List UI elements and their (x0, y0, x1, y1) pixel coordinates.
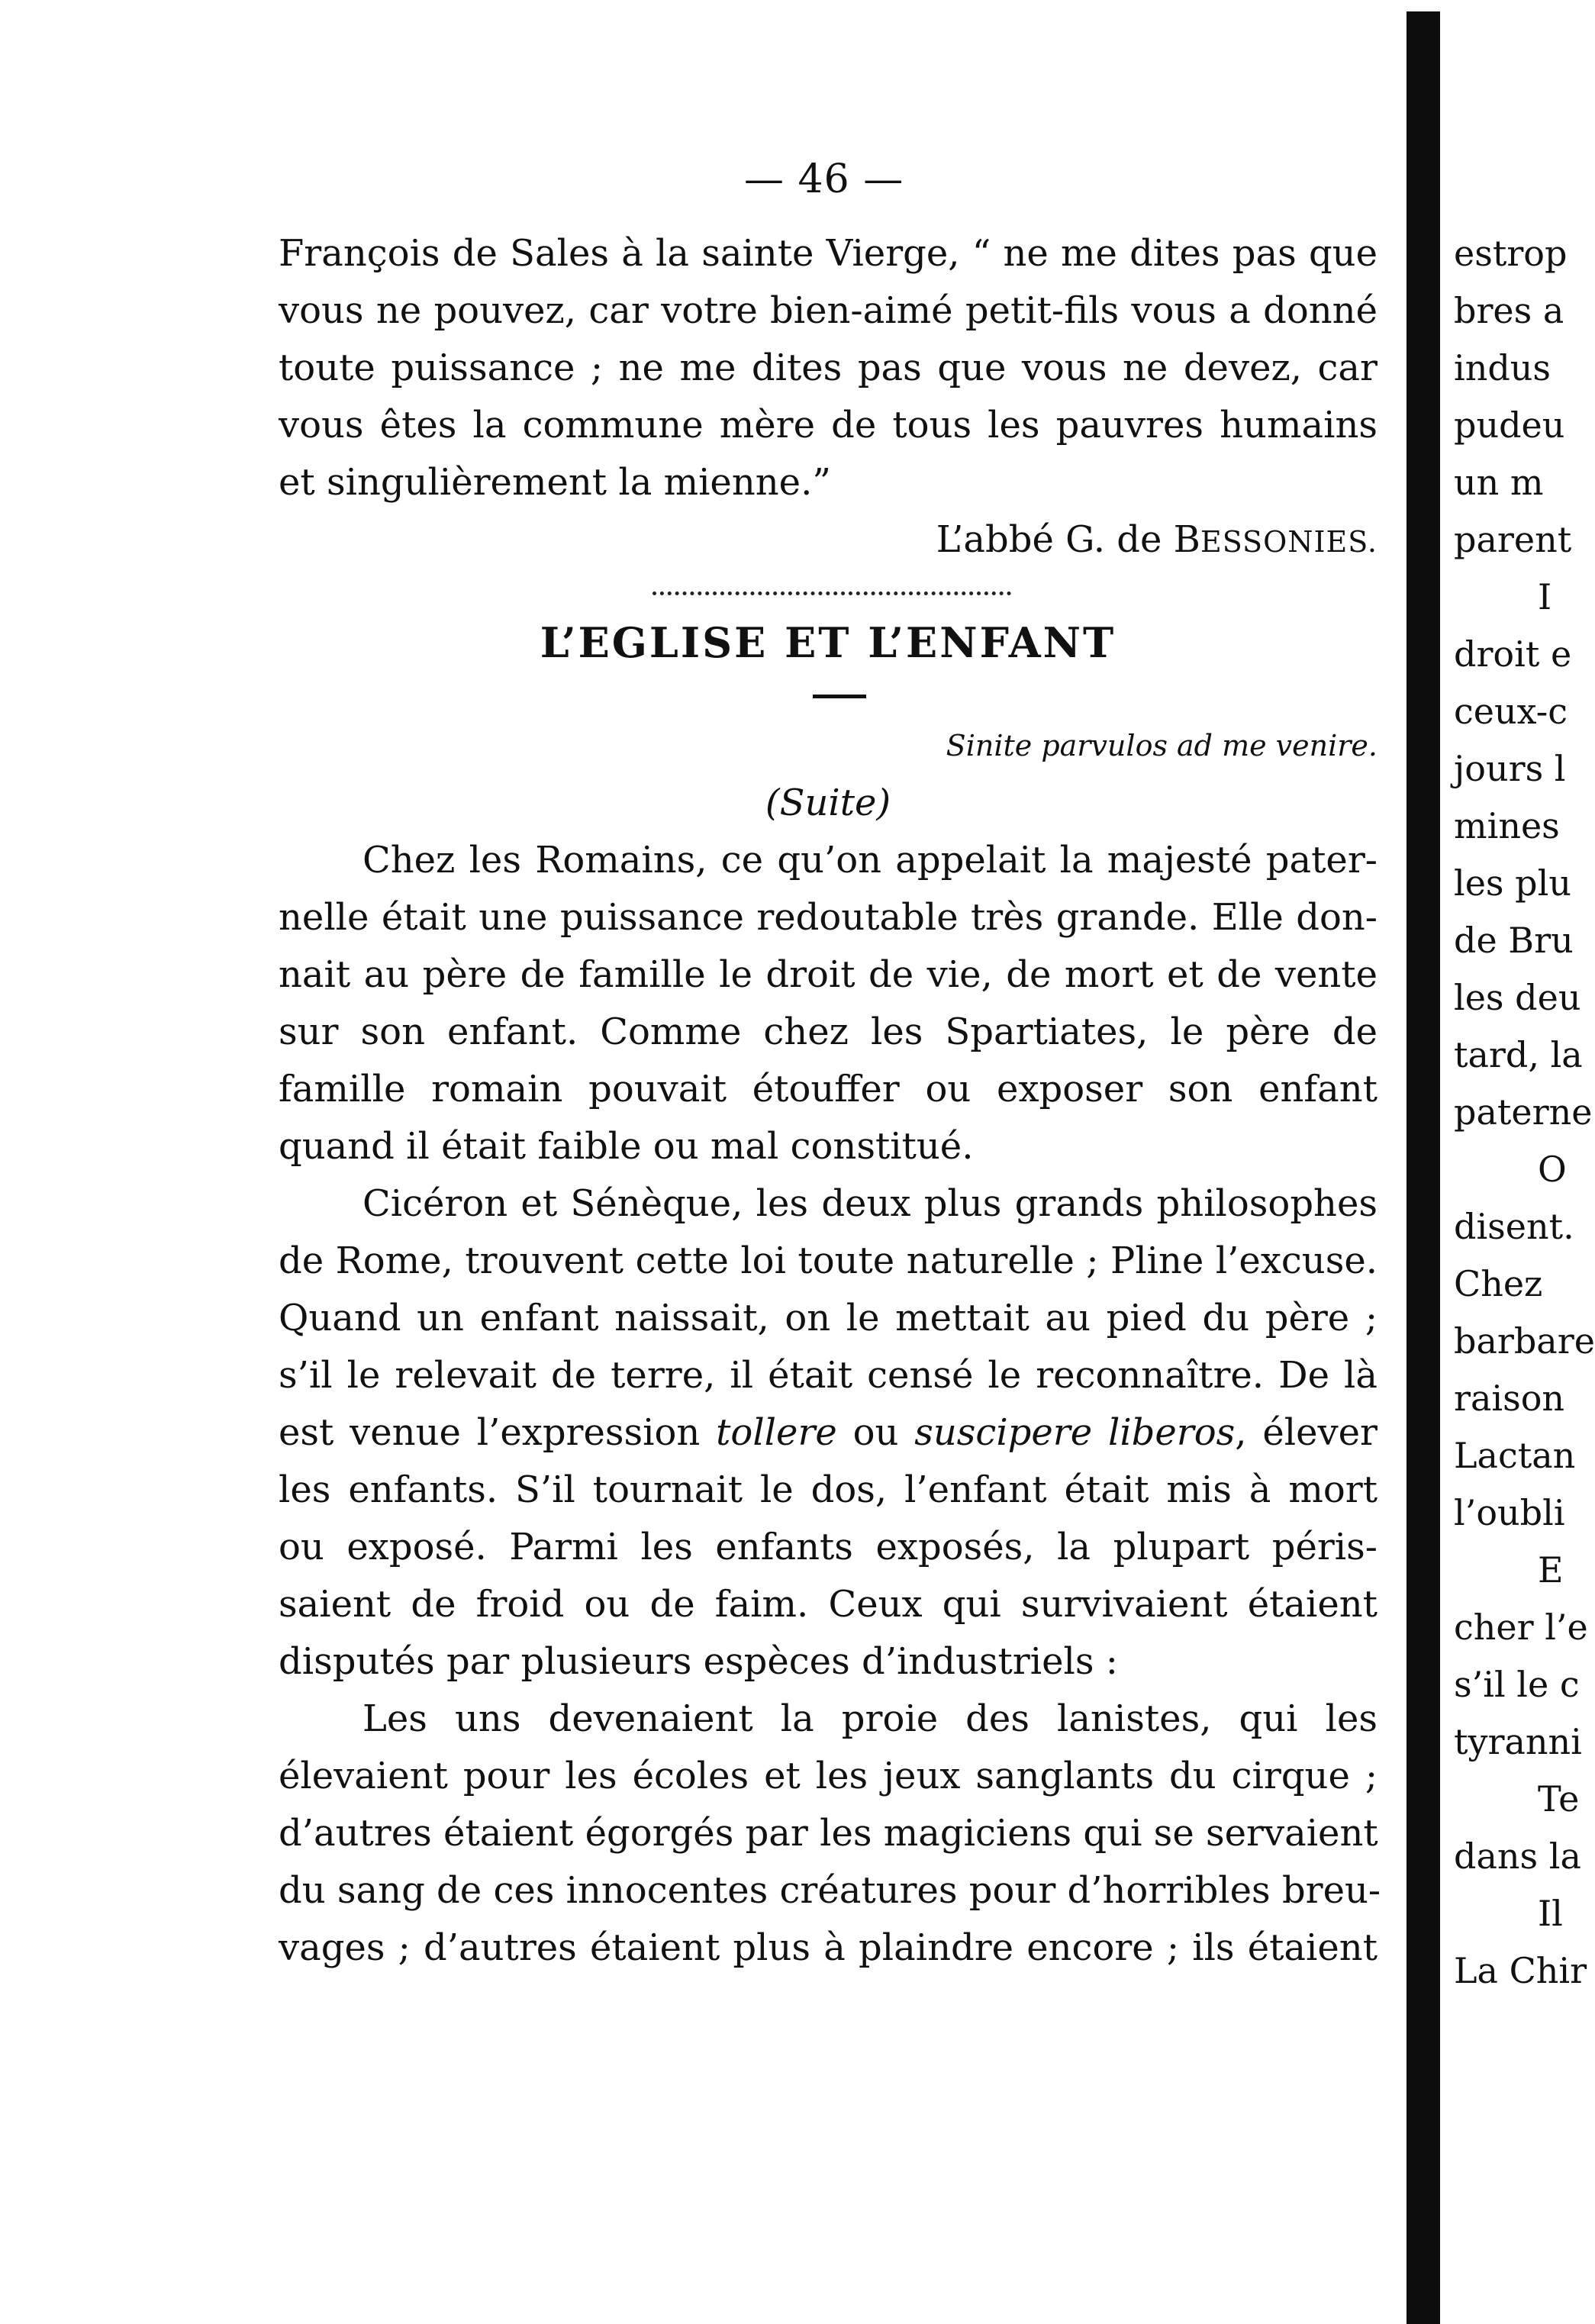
fragment-line: Il (1538, 1893, 1563, 1934)
signature-name: ESSONIES. (1200, 525, 1378, 559)
text-line: toute puissance ; ne me dites pas que vous ne devez, car (279, 347, 1378, 389)
text-line: du sang de ces innocentes créatures pour d’horribles breu- (279, 1869, 1381, 1912)
fragment-line: mines (1454, 805, 1560, 846)
text-line: saient de froid ou de faim. Ceux qui survivaient étaient (279, 1583, 1378, 1626)
fragment-line: indus (1454, 347, 1552, 388)
fragment-line: les plu (1454, 862, 1571, 904)
text-line: vous ne pouvez, car votre bien-aimé petit-fils vous a donné (279, 289, 1378, 332)
page-gutter (1406, 11, 1440, 2324)
fragment-line: dans la (1454, 1836, 1581, 1877)
text-line: est venue l’expression tollere ou suscipere liberos, élever (279, 1411, 1378, 1454)
fragment-line: un m (1454, 462, 1544, 503)
text-line: ou exposé. Parmi les enfants exposés, la plupart péris- (279, 1526, 1378, 1568)
text-line: s’il le relevait de terre, il était censé le reconnaître. De là (279, 1354, 1378, 1397)
fragment-line: barbare (1454, 1320, 1595, 1362)
fragment-line: les deu (1454, 977, 1581, 1018)
suite-label: (Suite) (765, 782, 891, 824)
fragment-line: disent. (1454, 1206, 1574, 1247)
text-line: Cicéron et Sénèque, les deux plus grands philosophes (362, 1182, 1378, 1225)
fragment-line: I (1538, 576, 1552, 617)
intro-paragraph (279, 225, 1378, 511)
signature-prefix: L’abbé G. de (936, 518, 1174, 561)
signature-initial: B (1173, 518, 1200, 561)
article-title: L’EGLISE ET L’ENFANT (540, 618, 1116, 667)
text-line: nelle était une puissance redoutable très grande. Elle don- (279, 896, 1378, 939)
fragment-line: l’oubli (1454, 1492, 1565, 1533)
fragment-line: paterne (1454, 1091, 1593, 1133)
fragment-line: jours l (1454, 748, 1566, 789)
main-column (279, 225, 1381, 1977)
fragment-line: ceux-c (1454, 691, 1568, 732)
text-line: Les uns devenaient la proie des lanistes, qui les (362, 1697, 1378, 1740)
fragment-line: parent (1454, 519, 1572, 560)
text-line: quand il était faible ou mal constitué. (279, 1125, 974, 1168)
fragment-line: O (1538, 1149, 1567, 1190)
fragment-line: de Bru (1454, 920, 1574, 961)
text-line: vages ; d’autres étaient plus à plaindre encore ; ils étaient (279, 1926, 1378, 1969)
paragraph (279, 1691, 1381, 1977)
fragment-line: E (1538, 1549, 1564, 1591)
article-body (279, 832, 1381, 1977)
text-line: nait au père de famille le droit de vie, de mort et de vente (279, 953, 1378, 996)
text-line: François de Sales à la sainte Vierge, “ ne me dites pas que (279, 232, 1378, 275)
ornament-divider (279, 569, 1378, 614)
fragment-line: Chez (1454, 1263, 1543, 1304)
text-line: et singulièrement la mienne.” (279, 461, 831, 504)
paragraph (279, 832, 1378, 1175)
text-line: les enfants. S’il tournait le dos, l’enfant était mis à mort (279, 1468, 1378, 1511)
text-line: sur son enfant. Comme chez les Spartiates, le père de (279, 1011, 1378, 1053)
text-line: disputés par plusieurs espèces d’industriels : (279, 1640, 1118, 1683)
facing-page-fragments (1454, 225, 1595, 2000)
fragment-line: Lactan (1454, 1435, 1576, 1476)
fragment-line: bres a (1454, 290, 1564, 331)
fragment-line: pudeu (1454, 405, 1565, 446)
title-rule (279, 672, 1378, 717)
fragment-line: s’il le c (1454, 1664, 1580, 1705)
text-line: d’autres étaient égorgés par les magiciens qui se servaient (279, 1812, 1378, 1855)
fragment-line: tyranni (1454, 1721, 1582, 1762)
text-line: famille romain pouvait étouffer ou exposer son enfant (279, 1068, 1378, 1110)
text-line: Quand un enfant naissait, on le mettait au pied du père ; (279, 1297, 1378, 1339)
text-line: vous êtes la commune mère de tous les pauvres humains (279, 404, 1378, 446)
fragment-line: cher l’e (1454, 1607, 1588, 1648)
fragment-line: estrop (1454, 233, 1568, 274)
text-line: Chez les Romains, ce qu’on appelait la majesté pater- (362, 839, 1378, 882)
fragment-line: La Chir (1454, 1950, 1587, 1991)
signature (279, 511, 1378, 569)
fragment-line: raison (1454, 1378, 1565, 1419)
text-line: de Rome, trouvent cette loi toute naturelle ; Pline l’excuse. (279, 1239, 1378, 1282)
fragment-line: tard, la (1454, 1034, 1583, 1075)
text-line: élevaient pour les écoles et les jeux sanglants du cirque ; (279, 1755, 1378, 1797)
paragraph (279, 1175, 1378, 1691)
fragment-line: droit e (1454, 633, 1572, 675)
fragment-line: Te (1538, 1778, 1580, 1820)
page-number: — 46 — (744, 156, 904, 202)
epigraph: Sinite parvulos ad me venire. (946, 729, 1378, 762)
